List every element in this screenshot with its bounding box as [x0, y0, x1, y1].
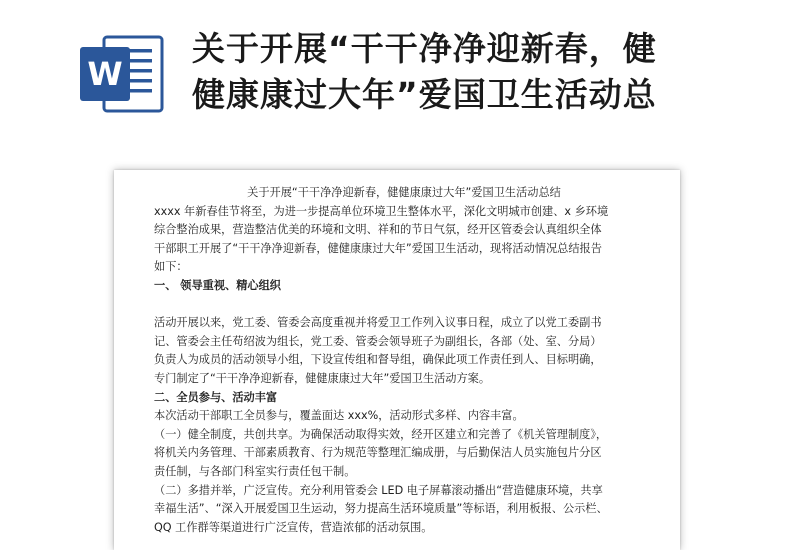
- section-1-line-3: 负责人为成员的活动领导小组，下设宣传组和督导组，确保此项工作责任到人、目标明确，: [154, 353, 602, 367]
- word-icon: [78, 33, 166, 115]
- intro-line-3: 干部职工开展了“干干净净迎新春，健健康康过大年”爱国卫生活动，现将活动情况总结报告: [154, 241, 602, 255]
- document-preview: [114, 170, 680, 550]
- word-icon-letter: W: [87, 55, 123, 93]
- section-2-line-7: QQ 工作群等渠道进行广泛宣传，营造浓郁的活动氛围。: [154, 520, 433, 534]
- section-1-line-2: 记、管委会主任苟绍波为组长，党工委、管委会领导班子为副组长，各部（处、室、分局）: [154, 334, 602, 348]
- section-1-line-1: 活动开展以来，党工委、管委会高度重视并将爱卫工作列入议事日程，成立了以党工委副书: [154, 316, 602, 330]
- section-2-line-4: 责任制，与各部门科室实行责任包干制。: [154, 464, 356, 478]
- document-body: [154, 184, 654, 537]
- intro-line-1: xxxx 年新春佳节将至，为进一步提高单位环境卫生整体水平，深化文明城市创建、x 乡环境: [154, 204, 609, 218]
- document-title: 关于开展“干干净净迎新春，健健康康过大年”爱国卫生活动总结: [247, 186, 561, 199]
- section-2-line-5: （二）多措并举，广泛宣传。充分利用管委会 LED 电子屏幕滚动播出“营造健康环境，共享: [154, 483, 603, 497]
- section-2-heading: 二、全员参与、活动丰富: [154, 390, 278, 404]
- page-title-line-1: 关于开展“干干净净迎新春，健: [192, 29, 657, 68]
- blank-line: [154, 296, 654, 315]
- intro-line-2: 综合整治成果，营造整洁优美的环境和文明、祥和的节日气氛，经开区管委会认真组织全体: [154, 223, 602, 237]
- intro-line-4: 如下：: [154, 260, 188, 274]
- page-title-line-2: 健康康过大年”爱国卫生活动总: [192, 75, 657, 114]
- section-2-line-6: 幸福生活”、“深入开展爱国卫生运动，努力提高生活环境质量”等标语，利用板报、公示栏、: [154, 502, 608, 516]
- section-2-line-1: 本次活动干部职工全员参与，覆盖面达 xxx%，活动形式多样、内容丰富。: [154, 409, 524, 423]
- page-title: [192, 26, 792, 118]
- section-2-line-2: （一）健全制度，共创共享。为确保活动取得实效，经开区建立和完善了《机关管理制度》，: [154, 427, 608, 441]
- section-1-line-4: 专门制定了“干干净净迎新春，健健康康过大年”爱国卫生活动方案。: [154, 371, 491, 385]
- section-2-line-3: 将机关内务管理、干部素质教育、行为规范等整理汇编成册，与后勤保洁人员实施包片分区: [154, 446, 602, 460]
- section-1-heading: 一、 领导重视、精心组织: [154, 278, 281, 292]
